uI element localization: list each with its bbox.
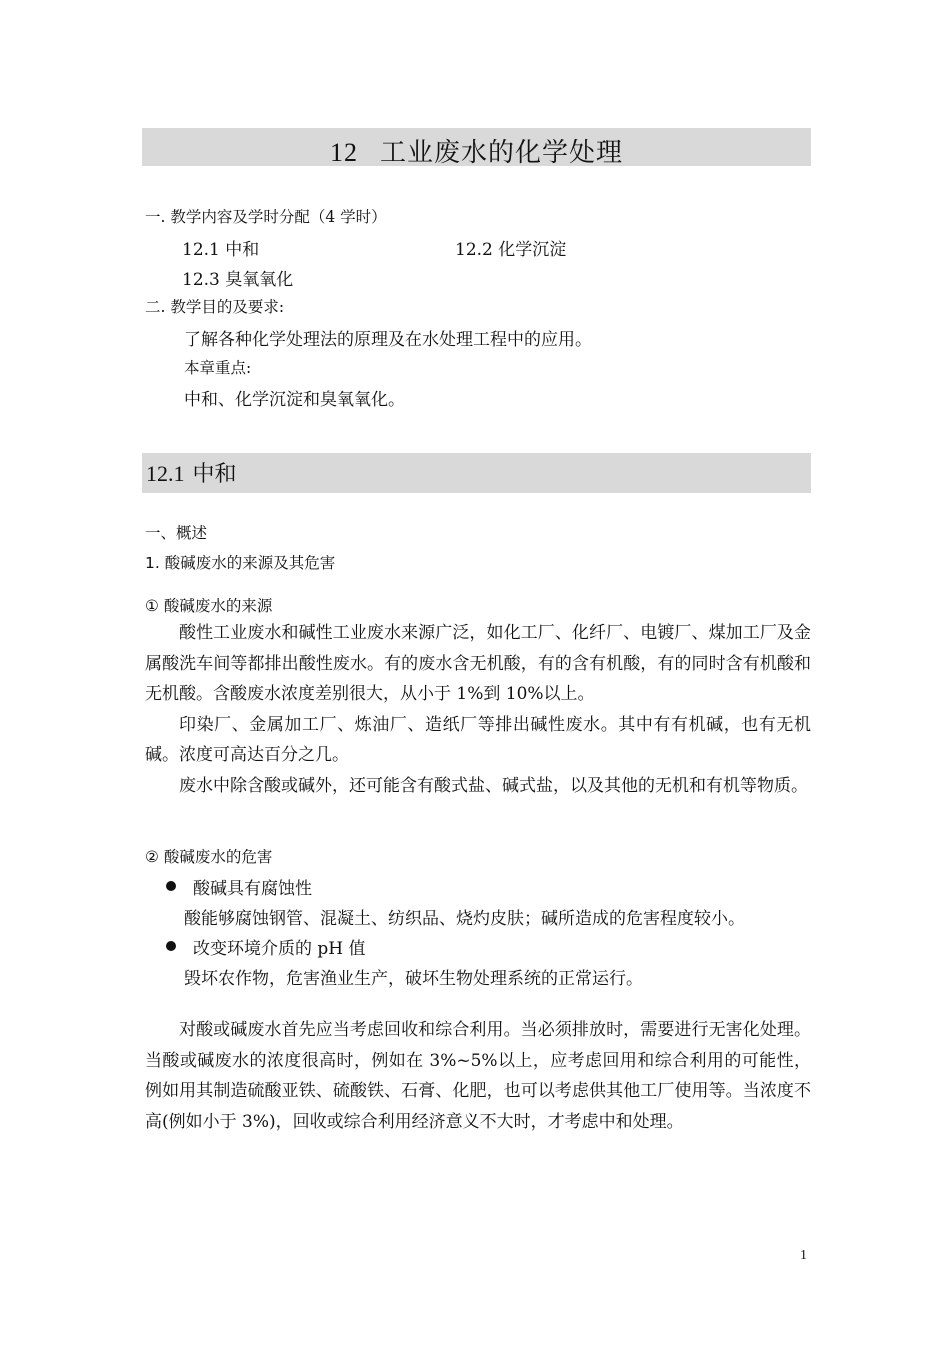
part1-item-3: 12.3 臭氧氧化 xyxy=(182,270,294,290)
bullet-dot-1 xyxy=(166,881,176,891)
part2-key-label: 本章重点: xyxy=(184,359,252,377)
part1-item-1: 12.1 中和 xyxy=(182,240,260,260)
part2-key-text: 中和、化学沉淀和臭氧氧化。 xyxy=(184,390,405,410)
harm-bullet-2-text: 毁坏农作物，危害渔业生产，破坏生物处理系统的正常运行。 xyxy=(184,969,643,989)
section-title xyxy=(146,457,237,488)
page-number: 1 xyxy=(800,1248,807,1263)
source-heading: ① 酸碱废水的来源 xyxy=(145,597,273,615)
harm-heading: ② 酸碱废水的危害 xyxy=(145,848,273,866)
bullet-dot-2 xyxy=(166,941,176,951)
chapter-title-bar xyxy=(142,128,811,166)
source-paragraph-3: 废水中除含酸或碱外，还可能含有酸式盐、碱式盐，以及其他的无机和有机等物质。 xyxy=(179,775,808,796)
source-paragraph-1: 酸性工业废水和碱性工业废水来源广泛，如化工厂、化纤厂、电镀厂、煤加工厂及金属酸洗车间等都排出酸性废水。有的废水含无机酸，有的含有机酸，有的同时含有机酸和无机酸。含酸废水浓度差别很大，从小于 1%到 10%以上。 xyxy=(145,623,811,704)
chapter-number: 12 xyxy=(329,138,358,167)
part2-goal: 了解各种化学处理法的原理及在水处理工程中的应用。 xyxy=(184,330,592,350)
harm-bullet-2: 改变环境介质的 pH 值 xyxy=(193,939,366,959)
section-number: 12.1 xyxy=(146,461,185,486)
source-paragraph-2: 印染厂、金属加工厂、炼油厂、造纸厂等排出碱性废水。其中有有机碱，也有无机碱。浓度可高达百分之几。 xyxy=(145,714,811,765)
part1-heading: 一. 教学内容及学时分配（4 学时） xyxy=(145,208,387,226)
chapter-title xyxy=(142,132,811,169)
overview-heading: 一、概述 xyxy=(145,524,208,542)
source-paragraphs xyxy=(145,618,811,801)
section-title-bar xyxy=(142,453,811,493)
final-paragraph: 对酸或碱废水首先应当考虑回收和综合利用。当必须排放时，需要进行无害化处理。当酸或碱废水的浓度很高时，例如在 3%~5%以上，应考虑回用和综合利用的可能性，例如用其制造硫酸亚铁、硫酸铁、石膏、化肥，也可以考虑供其他工厂使用等。当浓度不高(例如小于 3%)，回收或综合利用经济意义不大时，才考虑中和处理。 xyxy=(145,1020,811,1132)
section-title-text: 中和 xyxy=(192,462,237,487)
part2-heading: 二. 教学目的及要求: xyxy=(145,298,285,316)
part1-item-2: 12.2 化学沉淀 xyxy=(455,240,567,260)
harm-bullet-1: 酸碱具有腐蚀性 xyxy=(193,879,312,899)
overview-sub1: 1. 酸碱废水的来源及其危害 xyxy=(145,554,336,572)
chapter-title-text: 工业废水的化学处理 xyxy=(379,138,623,168)
harm-bullet-1-text: 酸能够腐蚀钢管、混凝土、纺织品、烧灼皮肤；碱所造成的危害程度较小。 xyxy=(184,909,745,929)
final-paragraph-block xyxy=(145,1015,811,1137)
